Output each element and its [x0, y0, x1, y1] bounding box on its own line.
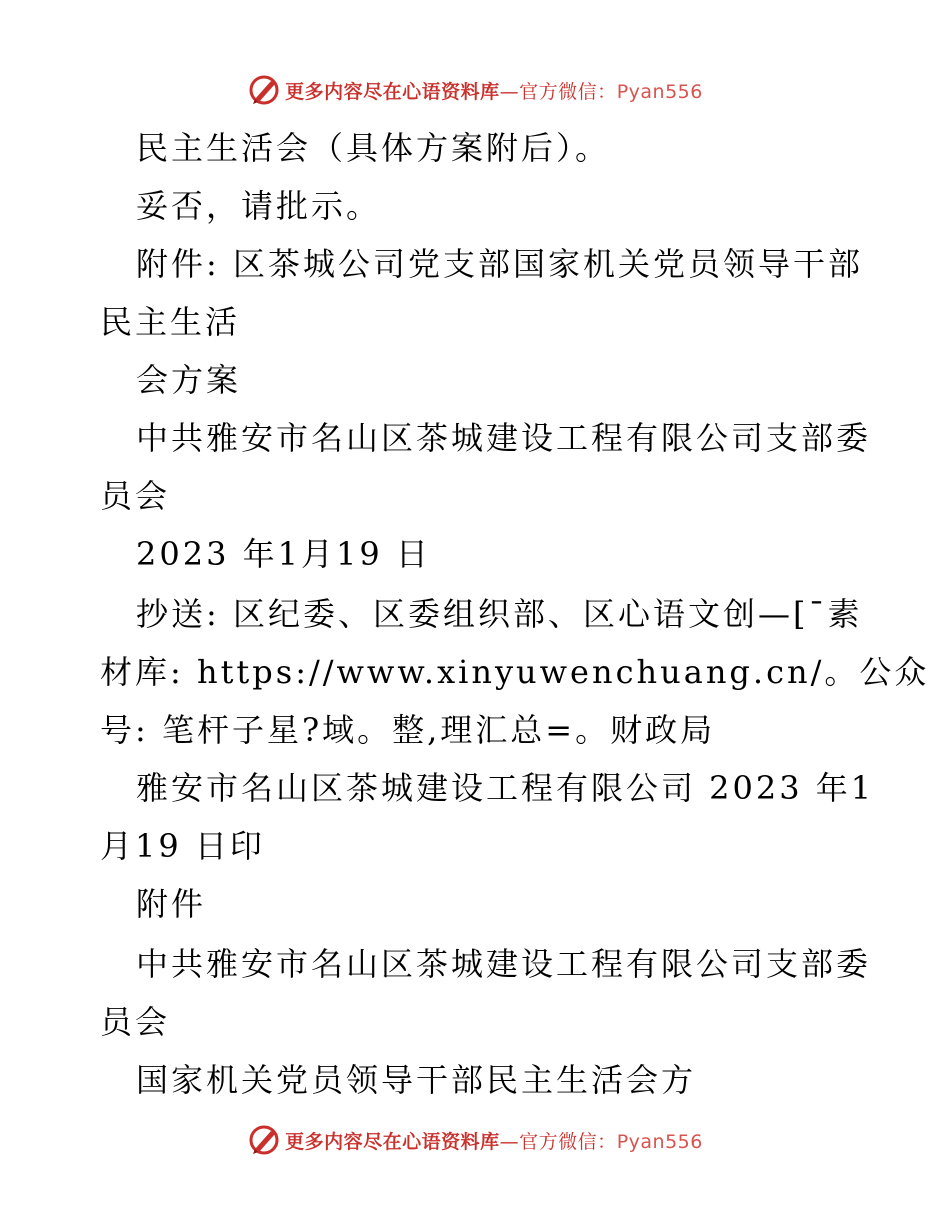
attachment-heading: 附件: [136, 885, 207, 923]
text-line: 雅安市名山区茶城建设工程有限公司 2023 年1: [136, 769, 875, 807]
header-banner: [0, 70, 950, 110]
banner-wechat-id: Pyan556: [616, 80, 703, 103]
banner-main-text: 更多内容尽在心语资料库: [285, 1130, 500, 1153]
text-line: 民主生活会（具体方案附后）。: [136, 129, 611, 167]
text-line: 员会: [100, 477, 171, 515]
text-line: 会方案: [136, 361, 242, 399]
pen-logo-icon: [247, 1123, 281, 1157]
text-line: 附件: 区茶城公司党支部国家机关党员领导干部: [136, 245, 863, 283]
text-line: 妥否，请批示。: [136, 187, 382, 225]
text-line: 材库: https://www.xinyuwenchuang.cn/。公众: [100, 653, 930, 691]
banner-wechat-id: Pyan556: [616, 1130, 703, 1153]
text-line: 中共雅安市名山区茶城建设工程有限公司支部委: [136, 419, 872, 457]
date-line: 月19 日印: [100, 827, 265, 865]
text-line: 号: 笔杆子星?域。整,理汇总=。财政局: [100, 711, 716, 749]
banner-separator: —: [499, 80, 520, 103]
text-line: 民主生活: [100, 303, 241, 341]
text-line: 国家机关党员领导干部民主生活会方: [136, 1061, 697, 1099]
banner-separator: —: [499, 1130, 520, 1153]
banner-text: [285, 77, 703, 104]
banner-main-text: 更多内容尽在心语资料库: [285, 80, 500, 103]
text-line: 抄送: 区纪委、区委组织部、区心语文创—[¯素: [136, 595, 863, 633]
banner-text: [285, 1127, 703, 1154]
text-line: 员会: [100, 1003, 171, 1041]
pen-logo-icon: [247, 73, 281, 107]
footer-banner: [0, 1120, 950, 1160]
banner-wechat-label: 官方微信：: [519, 1130, 617, 1153]
date-line: 2023 年1月19 日: [136, 535, 431, 573]
banner-wechat-label: 官方微信：: [519, 80, 617, 103]
text-line: 中共雅安市名山区茶城建设工程有限公司支部委: [136, 945, 872, 983]
